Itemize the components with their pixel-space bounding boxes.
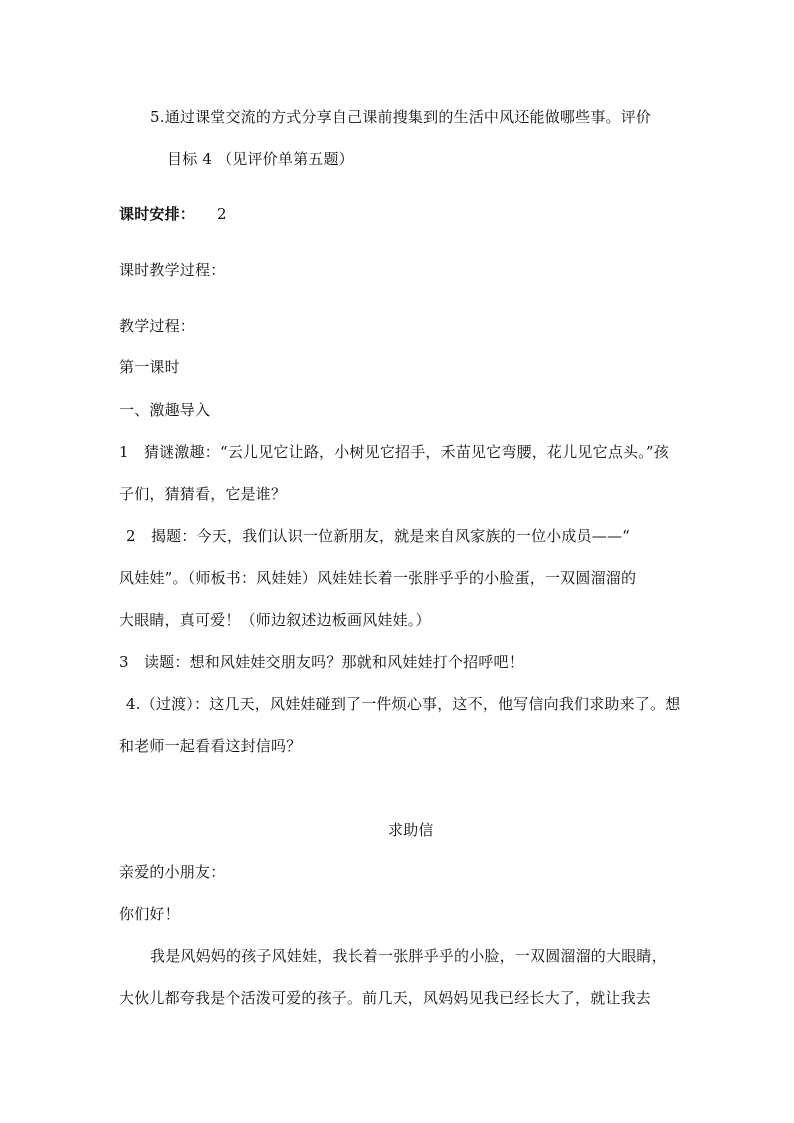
step-4-line-1: 4.（过渡）：这几天，风娃娃碰到了一件烦心事，这不，他写信向我们求助来了。想 xyxy=(126,695,681,713)
class-hours xyxy=(119,204,227,224)
letter-greeting: 亲爱的小朋友： xyxy=(119,863,226,881)
objective-5-line-2: 目标 4 （见评价单第五题） xyxy=(167,150,354,168)
process-heading: 课时教学过程： xyxy=(119,261,226,279)
step-2-line-3: 大眼睛，真可爱！（师边叙述边板画风娃娃。） xyxy=(119,611,431,629)
teaching-process-heading: 教学过程： xyxy=(119,317,196,335)
step-4-line-2: 和老师一起看看这封信吗？ xyxy=(119,737,302,755)
step-1-line-1: 1 猜谜激趣：“云儿见它让路，小树见它招手，禾苗见它弯腰，花儿见它点头。”孩 xyxy=(119,443,669,461)
letter-body-line-1: 我是风妈妈的孩子风娃娃，我长着一张胖乎乎的小脸，一双圆溜溜的大眼睛， xyxy=(150,947,667,965)
letter-body-line-2: 大伙儿都夸我是个活泼可爱的孩子。前几天，风妈妈见我已经长大了，就让我去 xyxy=(119,989,652,1007)
objective-5-line-1: 5.通过课堂交流的方式分享自己课前搜集到的生活中风还能做哪些事。评价 xyxy=(150,108,652,126)
first-lesson-heading: 第一课时 xyxy=(119,358,180,376)
step-3: 3 读题：想和风娃娃交朋友吗？那就和风娃娃打个招呼吧！ xyxy=(119,653,524,671)
step-1-line-2: 子们，猜猜看，它是谁？ xyxy=(119,485,287,503)
step-2-line-2: 风娃娃”。（师板书：风娃娃）风娃娃长着一张胖乎乎的小脸蛋，一双圆溜溜的 xyxy=(119,569,637,587)
class-hours-label: 课时安排： xyxy=(119,205,196,223)
class-hours-value: 2 xyxy=(217,205,227,223)
section-intro-heading: 一、激趣导入 xyxy=(119,401,211,419)
letter-title: 求助信 xyxy=(388,821,434,839)
step-2-line-1: 2 揭题：今天，我们认识一位新朋友，就是来自风家族的一位小成员——“ xyxy=(126,527,631,545)
letter-hello: 你们好！ xyxy=(119,905,180,923)
